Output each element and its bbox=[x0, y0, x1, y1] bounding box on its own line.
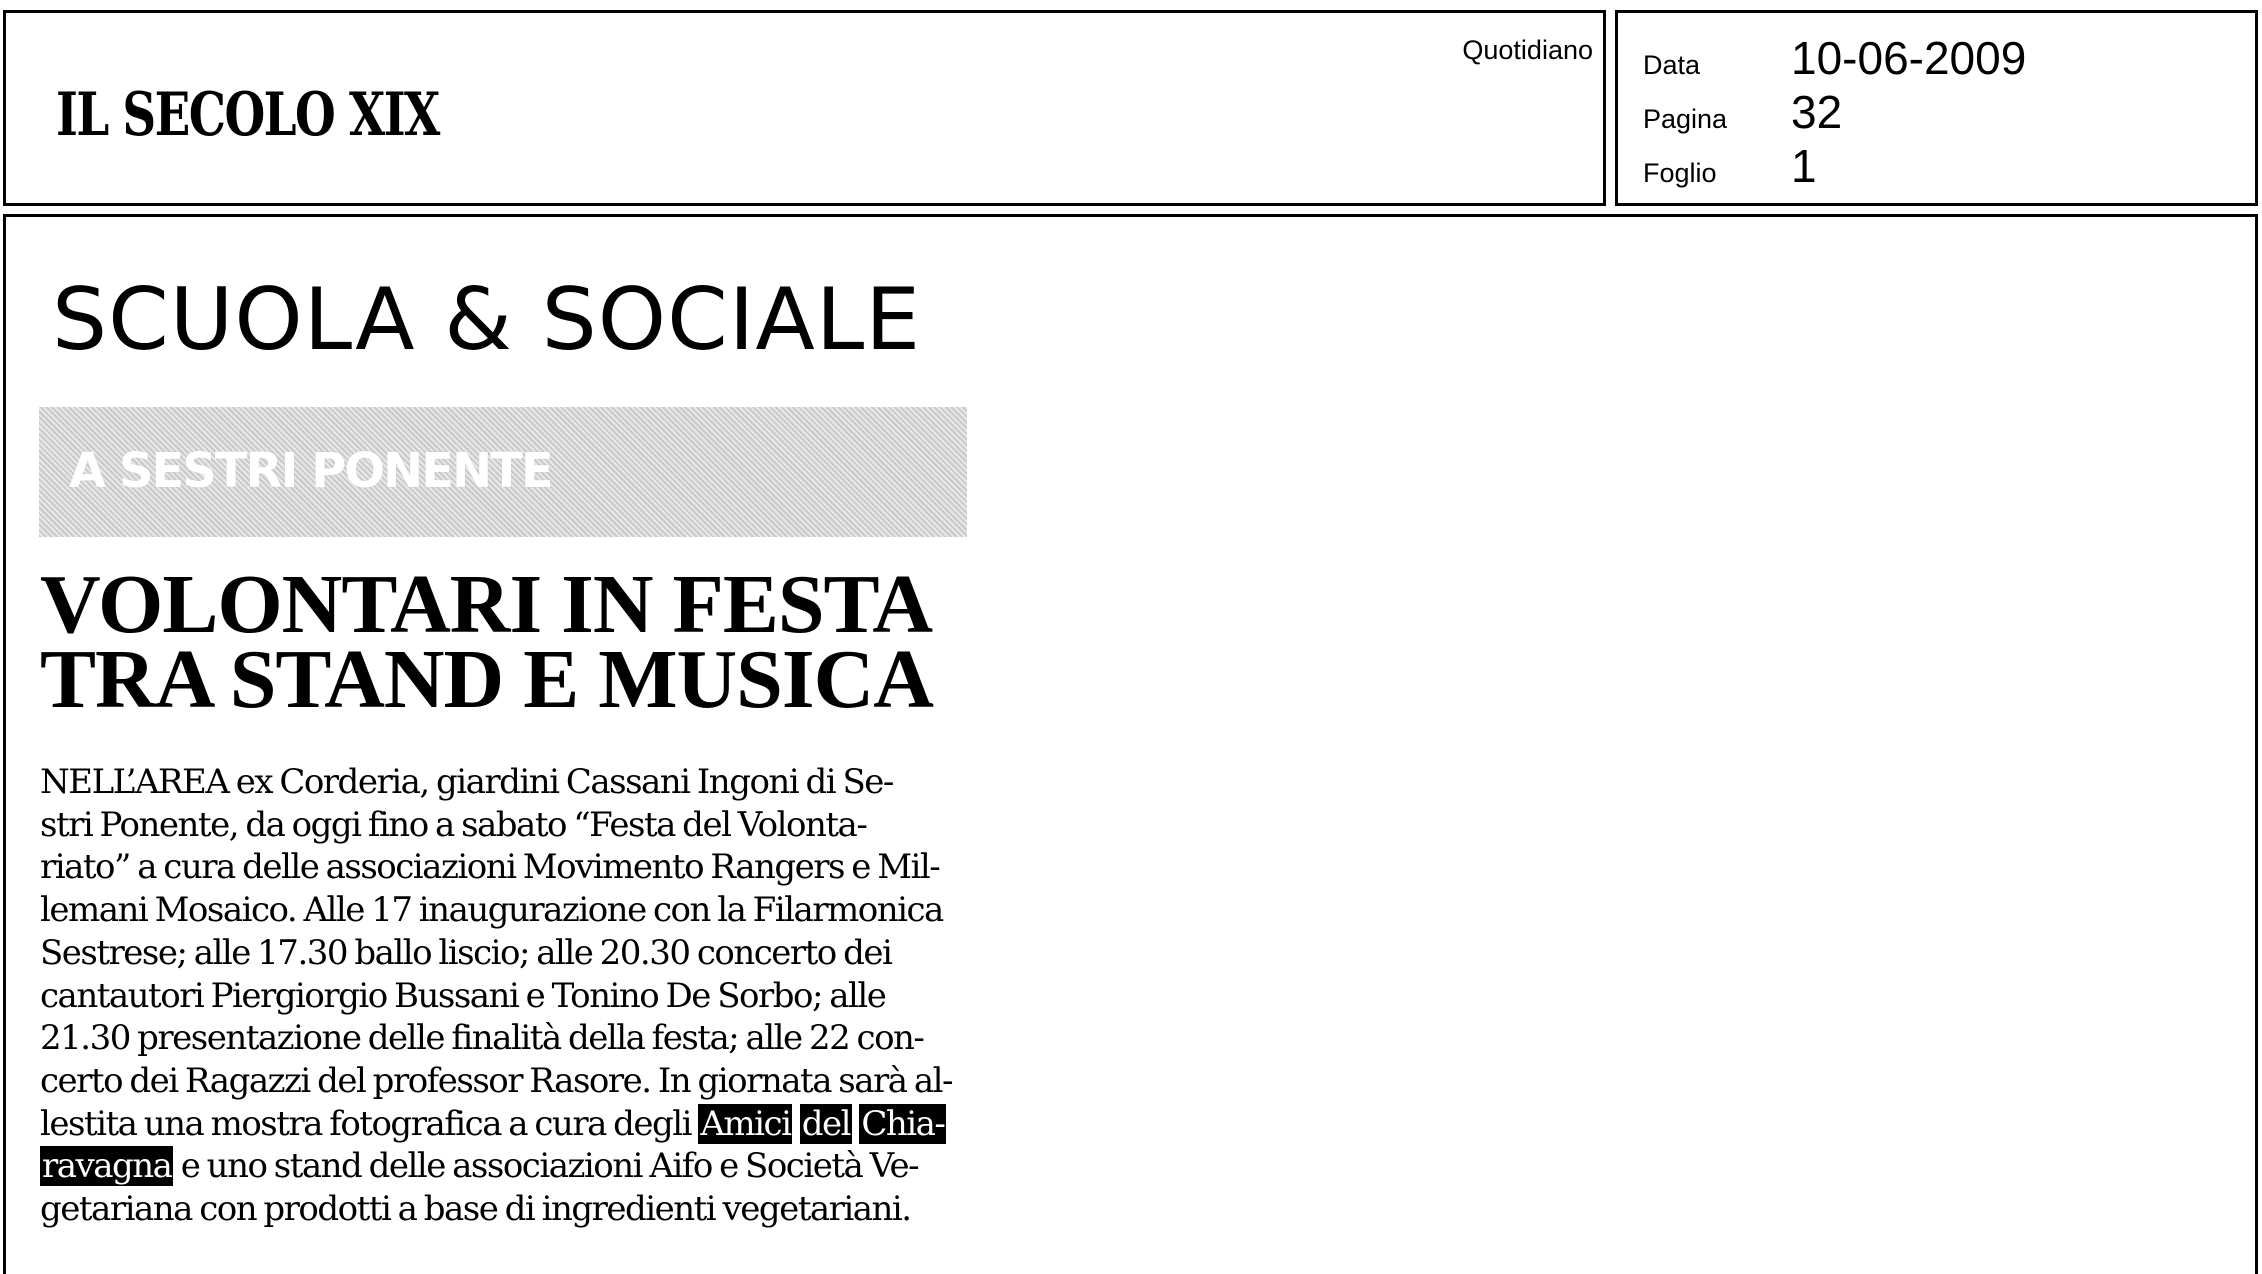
highlighted-word: Chia- bbox=[861, 1103, 945, 1144]
highlighted-word: ravagna bbox=[42, 1146, 172, 1187]
kicker-band bbox=[39, 407, 967, 537]
body-line: riato” a cura delle associazioni Movimento Rangers e Mil- bbox=[40, 847, 940, 888]
highlighted-word: Amici bbox=[700, 1103, 791, 1144]
body-line: certo dei Ragazzi del professor Rasore. In giornata sarà al- bbox=[40, 1060, 952, 1101]
date-row bbox=[1643, 32, 2027, 84]
body-line: lemani Mosaico. Alle 17 inaugurazione con la Filarmonica bbox=[40, 890, 943, 931]
body-line-text: e uno stand delle associazioni Aifo e Società Ve- bbox=[180, 1146, 919, 1187]
body-line: 21.30 presentazione delle finalità della festa; alle 22 con- bbox=[40, 1018, 924, 1059]
date-label: Data bbox=[1643, 50, 1701, 80]
body-line: cantautori Piergiorgio Bussani e Tonino De Sorbo; alle bbox=[40, 975, 886, 1016]
kicker-text: A SESTRI PONENTE bbox=[69, 443, 552, 499]
body-line bbox=[40, 1103, 980, 1146]
body-line: getariana con prodotti a base di ingredienti vegetariani. bbox=[40, 1189, 911, 1230]
headline-line: TRA STAND E MUSICA bbox=[40, 633, 933, 726]
masthead-box bbox=[3, 10, 1606, 206]
page-label: Pagina bbox=[1643, 104, 1728, 134]
page-row bbox=[1643, 86, 1843, 138]
section-title: SCUOLA & SOCIALE bbox=[52, 270, 922, 370]
newspaper-logo: IL SECOLO XIX bbox=[56, 80, 439, 150]
sheet-value: 1 bbox=[1791, 140, 1817, 192]
highlighted-word: del bbox=[801, 1103, 851, 1144]
body-line-text: lestita una mostra fotografica a cura degli bbox=[40, 1103, 692, 1144]
date-value: 10-06-2009 bbox=[1791, 32, 2027, 84]
body-line: Sestrese; alle 17.30 ballo liscio; alle 20.30 concerto dei bbox=[40, 932, 892, 973]
body-line bbox=[40, 1145, 980, 1188]
sheet-row bbox=[1643, 140, 1817, 192]
sheet-label: Foglio bbox=[1643, 158, 1717, 188]
page-value: 32 bbox=[1791, 86, 1843, 138]
article-box bbox=[3, 214, 2258, 1274]
headline bbox=[40, 558, 933, 726]
headline-line: VOLONTARI IN FESTA bbox=[40, 558, 933, 651]
publication-type: Quotidiano bbox=[1462, 35, 1593, 65]
body-line: stri Ponente, da oggi fino a sabato “Festa del Volonta- bbox=[40, 804, 867, 845]
body-line: NELL’AREA ex Corderia, giardini Cassani Ingoni di Se- bbox=[40, 762, 893, 802]
article-body bbox=[40, 761, 980, 1231]
info-box bbox=[1615, 10, 2258, 206]
